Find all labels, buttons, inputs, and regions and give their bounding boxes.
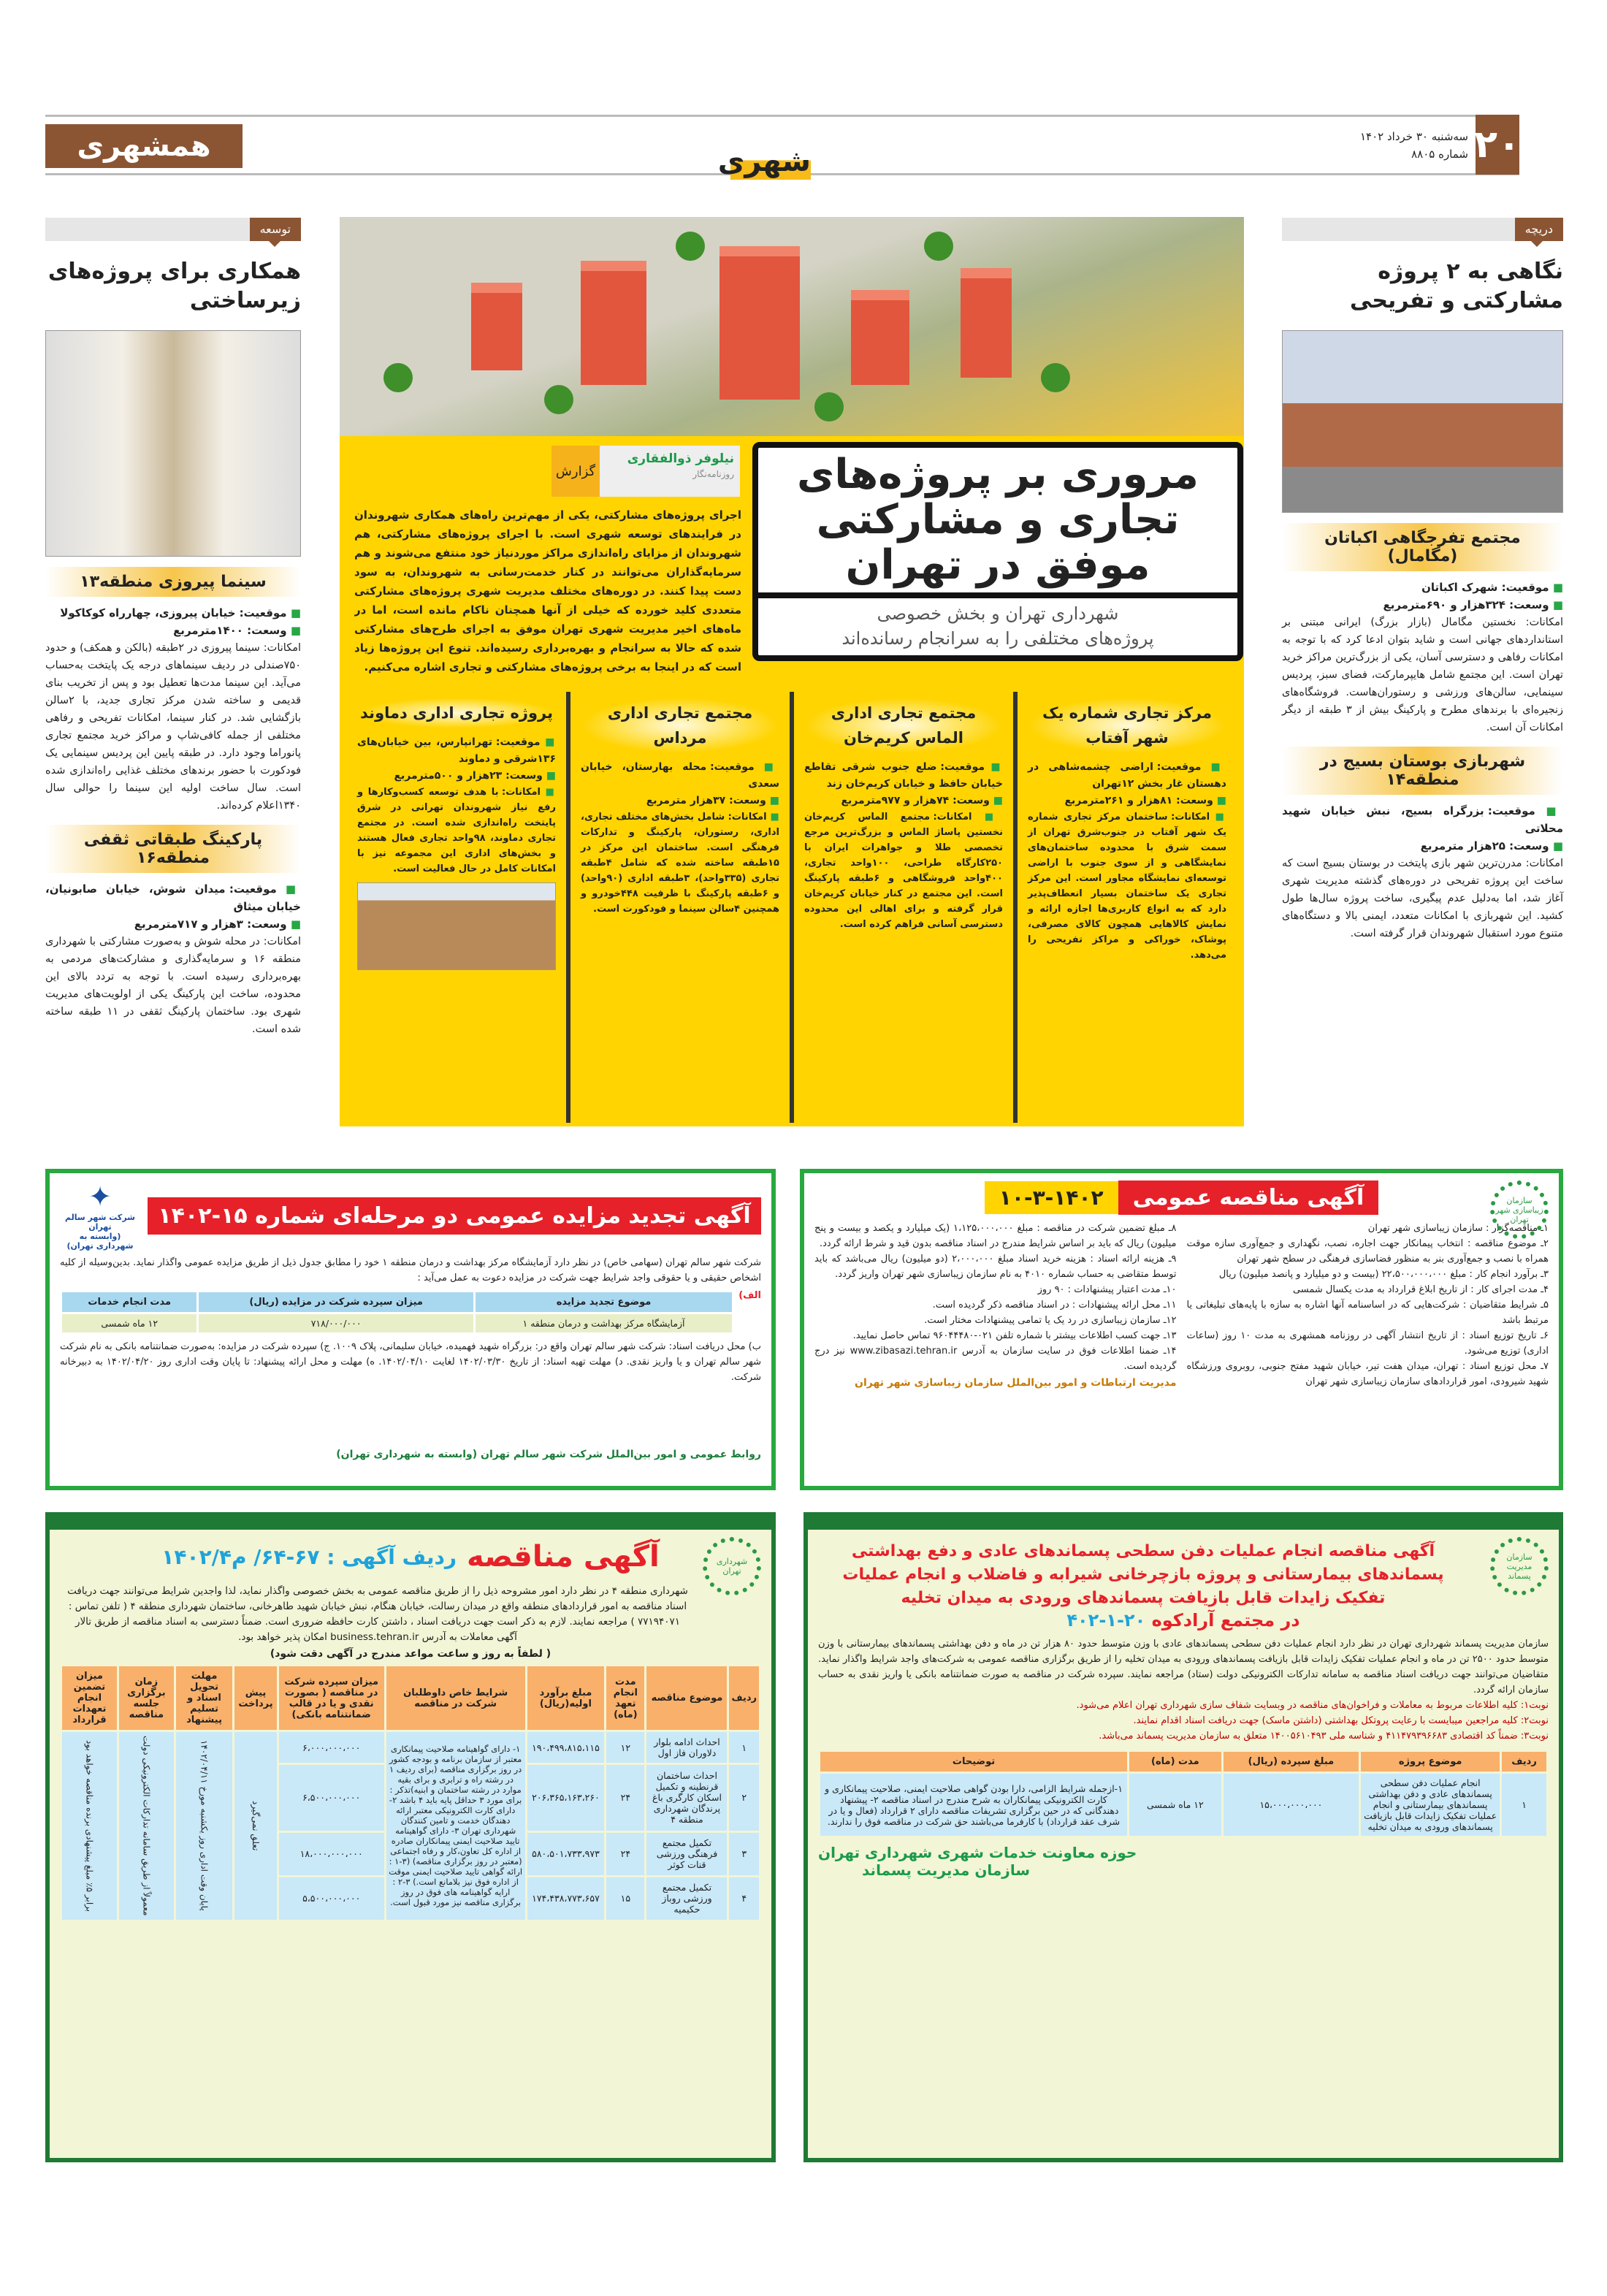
company-logo bbox=[60, 1181, 140, 1251]
ad-item: ۸ـ مبلغ تضمین شرکت در مناقصه : مبلغ ۱،۱۲۵،۰۰۰،۰۰۰ (یک میلیارد و یکصد و بیست و پنج میلیون) ریال که باید بر اساس شرایط مندرج در اسناد مناقصه بدون قید و شرط ارائه گردد. bbox=[814, 1223, 1177, 1249]
area: ■ وسعت: ۲۳هزار و ۵۰۰مترمربع bbox=[357, 768, 556, 785]
report-tag: گزارش bbox=[551, 446, 600, 497]
features: ■ امکانات: مجتمع الماس کریم‌خان نخستین پاساژ الماس و بزرگ‌ترین مرجع تخصصی طلا و جواهرات ایران با ۲۵۰کارگاه طراحی، ۱۰۰واحد تجاری، ۴۰۰واحد فروشگاهی و ۶طبقه پارکینگ است. این مجتمع در کنار خیابان کریم‌خان قرار گرفته و برای اهالی این محدوده دسترسی آسانی فراهم کرده است. bbox=[804, 809, 1003, 932]
cell: ۴ bbox=[729, 1877, 759, 1920]
cell: ۳ bbox=[729, 1833, 759, 1875]
col-header: توضیحات bbox=[820, 1752, 1127, 1771]
cell: برابر ۵٪ مبلغ پیشنهادی برنده مناقصه خواهد بود bbox=[62, 1732, 117, 1920]
ad-item: ۱۱ـ محل ارائه پیشنهادات : در اسناد مناقصه ذکر گردیده است. bbox=[932, 1300, 1177, 1311]
tender-table bbox=[60, 1664, 761, 1922]
projects-columns bbox=[340, 692, 1244, 1123]
col-header: موضوع پروژه bbox=[1361, 1752, 1500, 1771]
ad-item: ۵ـ شرایط متقاضیان : شرکت‌هایی که در اساسنامه آنها اشاره به سازه با پایه‌های تبلیغاتی یا مرتبط باشد bbox=[1186, 1300, 1549, 1326]
ad-title-end: در مجتمع آرادکوه bbox=[1151, 1610, 1300, 1631]
cell: ۲۴ bbox=[606, 1765, 644, 1831]
location: ■ موقعیت: اراضی چشمه‌شاهی در دهستان غار بخش ۱۲تهران bbox=[1028, 759, 1226, 793]
project-heading: پروژه تجاری اداری دماوند bbox=[357, 698, 556, 728]
ad-items-left bbox=[814, 1221, 1177, 1389]
project-column bbox=[1013, 692, 1237, 1123]
cell: ۶،۵۰۰،۰۰۰،۰۰۰ bbox=[279, 1765, 384, 1831]
tender-ad-district4 bbox=[45, 1512, 776, 2162]
subheading: سینما پیروزی منطقه۱۳ bbox=[45, 567, 301, 597]
cell: ۲ bbox=[729, 1765, 759, 1831]
ad-item: ۱ـ مناقصه‌گزار : سازمان زیباسازی شهر تهران bbox=[1367, 1223, 1549, 1234]
ad-title: آگهی مناقصه bbox=[466, 1540, 660, 1574]
cell: احداث ساختمان قرنطینه و تکمیل اسکان کارگری باغ پرندگان شهرداری منطقه ۴ bbox=[646, 1765, 727, 1831]
cell: انجام عملیات دفن سطحی پسماندهای عادی و دفن بهداشتی پسماندهای بیمارستانی و انجام عملیات تفکیک زایدات قابل بازیافت پسماندهای ورودی به میدان تخلیه bbox=[1361, 1774, 1500, 1836]
ad-item: ۶ـ تاریخ توزیع اسناد : از تاریخ انتشار آگهی در روزنامه همشهری به مدت ۱۰ روز (ساعات اداری) توزیع می‌شود. bbox=[1186, 1330, 1549, 1357]
cell: ۷۱۸/۰۰۰/۰۰۰ bbox=[199, 1314, 473, 1332]
issue-number: شماره ۸۸۰۵ bbox=[1411, 148, 1468, 161]
cell: ۱ bbox=[1502, 1774, 1546, 1836]
project-heading: مرکز تجاری شماره یک شهر آفتاب bbox=[1028, 698, 1226, 753]
cell: پایان وقت اداری روز یکشنبه مورخ ۱۴۰۲/۰۴/۱۱ bbox=[176, 1732, 233, 1920]
col-header: موضوع مناقصه bbox=[646, 1666, 727, 1730]
cell: ۱۲ ماه شمسی bbox=[1129, 1774, 1221, 1836]
features: امکانات: سینما پیروزی در ۲طبقه (بالکن و همکف) و حدود ۷۵۰صندلی در ردیف سینماهای درجه یک پایتخت به‌حساب می‌آید. این سینما مدت‌ها تعطیل بود و پس از تخریب بنای قدیمی و ساخته شدن مرکز تجاری جدید، با ۲سالن بازگشایی شد. در کنار سینما، امکانات تفریحی و رفاهی مختلفی از جمله کافی‌شاپ و مراکز خرید مجتمع تجاری پانوراما وجود دارد. در طبقه پایین این پردیس سینمایی یک فودکورت با حضور برندهای مختلف غذایی راه‌اندازی شده است. سال ساخت اولیه این سینما را حوالی سال ۱۳۴۰اعلام کرده‌اند. bbox=[45, 642, 301, 812]
features: امکانات: مدرن‌ترین شهر بازی پایتخت در بوستان بسیج است که ساخت این پروژه تفریحی در دوره‌های گذشته مدیریت شهری آغاز شد، اما به‌دلیل عدم پیگیری، ساخت پروژه سال‌ها طول کشید. این شهربازی با امکانات متعدد، ایمنی بالا و دستگاه‌های متنوع مورد استقبال شهروندان قرار گرفته است. bbox=[1282, 858, 1563, 939]
area: ■ وسعت: ۷۴هزار و ۹۷۷مترمربع bbox=[804, 793, 1003, 809]
kicker bbox=[45, 218, 301, 241]
waste-table bbox=[818, 1750, 1549, 1838]
kicker-label: توسعه bbox=[250, 218, 301, 241]
location: ■ موقعیت: بزرگراه بسیج، نبش خیابان شهید محلاتی bbox=[1282, 802, 1563, 837]
ad-title: آگهی مناقصه انجام عملیات دفن سطحی پسماندهای عادی و دفع بهداشتی پسماندهای بیمارستانی و پروژه بازچرخانی شیرابه و فاضلاب و انجام عملیات تفکیک زایدات قابل بازیافت پسماندهای ورودی به میدان تخلیه bbox=[842, 1542, 1444, 1607]
logo-icon: ✦ bbox=[88, 1181, 112, 1213]
subheading: شهربازی بوستان بسیج در منطقه۱۴ bbox=[1282, 747, 1563, 795]
ad-intro: شرکت شهر سالم تهران (سهامی خاص) در نظر دارد آزمایشگاه مرکز بهداشت و درمان منطقه ۱ خود را مطابق جدول ذیل از طریق مزایده عمومی واگذار نماید. بدین‌وسیله از کلیه اشخاص حقیقی و یا حقوقی واجد شرایط جهت شرکت در مزایده دعوت به عمل می‌آید : bbox=[60, 1257, 761, 1284]
subtitle-1: شهرداری تهران و بخش خصوصی bbox=[877, 603, 1119, 624]
auction-table bbox=[60, 1290, 734, 1335]
area: ■ وسعت: ۲۵هزار مترمربع bbox=[1282, 837, 1563, 855]
ad-title: آگهی مناقصه عمومی bbox=[1118, 1181, 1379, 1215]
location: ■ موقعیت: خیابان پیروزی، چهارراه کوکاکولا bbox=[45, 604, 301, 622]
cell: ۱ bbox=[729, 1732, 759, 1763]
location: ■ موقعیت: ضلع جنوب شرقی تقاطع خیابان حافظ و خیابان کریم‌خان زند bbox=[804, 759, 1003, 793]
ad-note: نوبت۳: ضمناً کد اقتصادی ۴۱۱۴۷۹۳۹۶۶۸۳ و شناسه ملی ۱۴۰۰۵۶۱۰۴۹۳ متعلق به سازمان مدیریت پسماند می‌باشد. bbox=[1099, 1731, 1549, 1742]
cell: ۱۷۴،۴۳۸،۷۷۳،۶۵۷ bbox=[527, 1877, 605, 1920]
cell: معمولاً از طریق سامانه تدارکات الکترونیکی دولت bbox=[119, 1732, 174, 1920]
project-column bbox=[566, 692, 790, 1123]
area: ■ وسعت: ۸۱هزار و ۲۶۱مترمربع bbox=[1028, 793, 1226, 809]
col-header: مدت انجام تعهد (ماه) bbox=[606, 1666, 644, 1730]
newspaper-logo: همشهری bbox=[45, 124, 243, 168]
ad-items-right bbox=[1187, 1221, 1549, 1389]
col-header: ردیف bbox=[729, 1666, 759, 1730]
tender-ad-zibasazi bbox=[800, 1169, 1563, 1490]
section-label: الف) bbox=[738, 1290, 761, 1301]
cell: ۱۵ bbox=[606, 1877, 644, 1920]
author-name: نیلوفر ذوالفقاری bbox=[627, 451, 734, 466]
ad-item: ۳ـ برآورد انجام کار : مبلغ ۲۲،۵۰۰،۰۰۰،۰۰۰ (بیست و دو میلیارد و پانصد میلیون) ریال bbox=[1218, 1269, 1549, 1280]
col-header: مدت انجام خدمات bbox=[62, 1292, 196, 1312]
cell: ۵،۵۰۰،۰۰۰،۰۰۰ bbox=[279, 1877, 384, 1920]
org-sub: (وابسته به شهرداری تهران) bbox=[66, 1232, 134, 1251]
subheading: مجتمع تفرجگاهی اکباتان (مگامال) bbox=[1282, 523, 1563, 571]
cell: ۱۵،۰۰۰،۰۰۰،۰۰۰ bbox=[1224, 1774, 1359, 1836]
ad-item: ۷ـ محل توزیع اسناد : تهران، میدان هفت تیر، خیابان شهید مفتح جنوبی، روبروی ورزشگاه شهید شیرودی، امور قراردادهای سازمان زیباسازی شهر تهران bbox=[1186, 1361, 1549, 1387]
col-header: میزان سپرده شرکت در مزایده (ریال) bbox=[199, 1292, 473, 1312]
area: ■ وسعت: ۱۴۰۰مترمربع bbox=[45, 622, 301, 639]
cinema-photo bbox=[45, 330, 301, 557]
cell: ۲۰۶،۳۶۵،۱۶۳،۲۶۰ bbox=[527, 1765, 605, 1831]
ad-footer: حوزه معاونت خدمات شهری شهرداری تهران bbox=[818, 1844, 1137, 1861]
issue-info bbox=[1359, 128, 1468, 163]
mall-photo bbox=[1282, 330, 1563, 513]
project-heading: مجتمع تجاری اداری مرداس bbox=[581, 698, 779, 753]
project-column bbox=[347, 692, 566, 1123]
ad-body: ب) محل دریافت اسناد: شرکت شهر سالم تهران واقع در: بزرگراه شهید فهمیده، خیابان سلیمانی، پلاک ۱۰۰۹. ج) سپرده شرکت در مزایده: به‌صورت ضمانتنامه بانکی به نام شرکت شهر سالم تهران و یا واریز نقدی. د) مهلت تهیه اسناد: از تاریخ ۱۴۰۲/۰۳/۳۰ لغایت ۱۴۰۲/۰۴/۱۰. ه) مهلت و محل ارائه پیشنهاد: تا پایان وقت اداری روز ۱۴۰۲/۰۴/۲۰ به دبیرخانه شرکت. bbox=[60, 1341, 761, 1383]
ad-number: ردیف آگهی : ۶۷-۶۴/ م۱۴۰۲/۴ bbox=[161, 1544, 457, 1569]
ad-item: ۴ـ مدت اجرای کار : از تاریخ ابلاغ قرارداد به مدت یکسال شمسی bbox=[1292, 1284, 1549, 1295]
area: ■ وسعت: ۳۷هزار مترمربع bbox=[581, 793, 779, 809]
features: امکانات: در محله شوش و به‌صورت مشارکتی با شهرداری منطقه ۱۶ و سرمایه‌گذاری و مشارکت‌های مردمی به بهره‌برداری رسیده است. با توجه به تردد بالای این محدوده، ساخت این پارکینگ یکی از اولویت‌های مدیریت شهری بود. ساختمان پارکینگ ثقفی در ۱۱ طبقه ساخته شده است. bbox=[45, 936, 301, 1035]
building-photo bbox=[357, 882, 556, 970]
intro-text: اجرای پروژه‌های مشارکتی، یکی از مهم‌ترین راه‌های همکاری شهروندان در فرایندهای توسعه شهری است. با اجرای پروژه‌های مشارکتی، هم شهروندان از مزایای راه‌اندازی مراکز موردنیاز خود منتفع می‌شوند و هم سرمایه‌گذاران می‌توانند در کنار خدمت‌رسانی به شهروندان، به سود دست پیدا کنند. در دوره‌های مختلف مدیریت شهری پروژه‌های مشارکتی متعددی کلید خورده که خیلی از آنها همچنان ناکام مانده است، اما در ماه‌های اخیر مدیریت شهری تهران موفق به اجرای طرح‌های مشارکتی شده که حالا به سرانجام و بهره‌برداری رسیده‌اند. تنوع این پروژه‌ها زیاد است که در اینجا به برخی پروژه‌های مشارکتی و تجاری اشاره می‌کنیم. bbox=[354, 508, 741, 674]
ad-title: آگهی تجدید مزایده عمومی دو مرحله‌ای شماره ۱۵-۱۴۰۲ bbox=[148, 1197, 761, 1235]
ad-item: ۲ـ موضوع مناقصه : انتخاب پیمانکار جهت اجاره، نصب، نگهداری و جمع‌آوری سازه موقت همراه با نصب و جمع‌آوری بنر به منظور فضاسازی فرهنگی در سطح شهر تهران bbox=[1186, 1238, 1549, 1265]
cell: تعلق نمی‌گیرد bbox=[234, 1732, 276, 1920]
features: ■ امکانات: شامل بخش‌های مختلف تجاری، اداری، رستوران، پارکینگ و تدارکات فرهنگی است. ساختمان این مرکز در ۱۵طبقه ساخته شده که شامل ۴طبقه تجاری (۳۳۵واحد)، ۳طبقه اداری (۹۰واحد) و ۶طبقه پارکینگ با ظرفیت ۴۴۸خودرو و همچنین ۴سالن سینما و فودکورت است. bbox=[581, 809, 779, 917]
waste-org-emblem: سازمان مدیریت پسماند bbox=[1490, 1537, 1549, 1595]
ad-number: ۱۰-۳-۱۴۰۲ bbox=[985, 1181, 1118, 1214]
byline bbox=[551, 446, 740, 497]
ad-item: ۹ـ هزینه ارائه اسناد : هزینه خرید اسناد مبلغ ۲،۰۰۰،۰۰۰ (دو میلیون) ریال می‌باشد که باید توسط متقاضی به حساب شماره ۴۰۱۰ به نام سازمان زیباسازی شهر تهران واریز گردد. bbox=[814, 1254, 1177, 1280]
location: ■ موقعیت: تهرانپارس، بین خیابان‌های ۱۳۶شرقی و دماوند bbox=[357, 734, 556, 768]
ad-item: ۱۰ـ مدت اعتبار پیشنهادات : ۹۰ روز bbox=[1037, 1284, 1177, 1295]
features: ■ امکانات: با هدف توسعه کسب‌وکارها و رفع نیاز شهروندان تهرانی در شرق پایتخت راه‌اندازی شده است. در مجتمع تجاری دماوند، ۹۸واحد تجاری فعال هستند و بخش‌های اداری این مجموعه نیز با امکانات کامل در حال فعالیت است. bbox=[357, 785, 556, 877]
cell: تکمیل مجتمع فرهنگی ورزشی قنات کوثر bbox=[646, 1833, 727, 1875]
cell: ۱۲ bbox=[606, 1732, 644, 1763]
cell: ۱-ازجمله شرایط الزامی، دارا بودن گواهی صلاحیت ایمنی، صلاحیت پیمانکاری و کارت الکترونیکی پیمانکاران به شرح مندرج در اسناد مناقصه ۲- پیشنهاد دهندگانی که در حین برگزاری تشریفات مناقصه دارای ۲ قرارداد (فعال و یا در شرف عقد قرارداد) با کارفرما می‌باشند حق شرکت در مناقصه فوق را ندارند. bbox=[820, 1774, 1127, 1836]
kicker-label: دریچه bbox=[1515, 218, 1563, 241]
location: ■ موقعیت: محله بهارستان، خیابان سعدی bbox=[581, 759, 779, 793]
cell: ۵۸۰،۵۰۱،۷۳۳،۹۷۳ bbox=[527, 1833, 605, 1875]
area: ■ وسعت: ۳هزار و ۷۱۷مترمربع bbox=[45, 915, 301, 933]
location: ■ موقعیت: شهرک اکباتان bbox=[1282, 579, 1563, 596]
ad-item: ۱۲ـ سازمان زیباسازی در رد یک یا تمامی پیشنهادات مختار است. bbox=[924, 1315, 1177, 1326]
tender-ad-waste bbox=[804, 1512, 1563, 2162]
col-header: مدت (ماه) bbox=[1129, 1752, 1221, 1771]
main-feature bbox=[340, 217, 1244, 1126]
auction-ad bbox=[45, 1169, 776, 1490]
ad-note: نوبت۱: کلیه اطلاعات مربوط به معاملات و فراخوان‌های مناقصه در وبسایت شفاف سازی شهرداری تهران اعلام می‌شود. bbox=[1076, 1700, 1549, 1711]
col-header: مبلغ سپرده (ریال) bbox=[1224, 1752, 1359, 1771]
ad-footer: سازمان مدیریت پسماند bbox=[862, 1861, 1030, 1879]
headline: مروری بر پروژه‌های تجاری و مشارکتی موفق در تهران bbox=[758, 448, 1237, 598]
headline-box bbox=[752, 442, 1243, 661]
col-header: میزان سپرده شرکت در مناقصه ( بصورت نقدی و یا در قالب ضمانتنامه بانکی) bbox=[279, 1666, 384, 1730]
right-column bbox=[1282, 218, 1563, 942]
ad-footer: مدیریت ارتباطات و امور بین‌الملل سازمان زیباسازی شهر تهران bbox=[855, 1377, 1177, 1389]
subtitle-2: پروژه‌های مختلفی را به سرانجام رسانده‌اند bbox=[841, 628, 1154, 649]
header-rule bbox=[45, 115, 1519, 117]
ad-intro: شهرداری منطقه ۴ در نظر دارد امور مشروحه ذیل را از طریق مناقصه عمومی به بخش خصوصی واگذار نماید، لذا واجدین شرایط می‌توانند جهت دریافت اسناد مناقصه به امور قراردادهای منطقه واقع در میدان رسالت، خیابان هنگام، نبش خیابان شهید طاهرخانی، ساختمان شهرداری منطقه ۴ ( تلفن تماس : ۷۷۱۹۴۰۷۱ ) مراجعه نمایند. لازم به ذکر است جهت دریافت اسناد ، داشتن کارت حافظه ضروری است. ضمناً دسترسی به اسناد مناقصه از طریق تالار آگهی معاملات به آدرس business.tehran.ir امکان پذیر خواهد بود. bbox=[67, 1585, 688, 1643]
cell: ۶،۰۰۰،۰۰۰،۰۰۰ bbox=[279, 1732, 384, 1763]
cell: آزمایشگاه مرکز بهداشت و درمان منطقه ۱ bbox=[476, 1314, 732, 1332]
subheading: پارکینگ طبقاتی ثقفی منطقه۱۶ bbox=[45, 825, 301, 873]
city-model-illustration bbox=[340, 217, 1244, 436]
col-header: میزان تضمین انجام تعهدات قرارداد bbox=[62, 1666, 117, 1730]
page-number: ۲۰ bbox=[1476, 115, 1519, 175]
section-title: شهری bbox=[717, 145, 811, 178]
zibasazi-emblem: سازمان زیباسازی شهر تهران bbox=[1490, 1181, 1549, 1239]
col-header: مهلت تحویل اسناد و تسلیم پیشنهاد bbox=[176, 1666, 233, 1730]
table-row bbox=[62, 1732, 759, 1763]
cell: ۱۸،۰۰۰،۰۰۰،۰۰۰ bbox=[279, 1833, 384, 1875]
col-header: پیش پرداخت bbox=[234, 1666, 276, 1730]
col-header: ردیف bbox=[1502, 1752, 1546, 1771]
cell: تکمیل مجتمع ورزشی روباز حکیمیه bbox=[646, 1877, 727, 1920]
org-name: شرکت شهر سالم تهران bbox=[65, 1213, 135, 1232]
cell: ۱۹۰،۴۹۹،۸۱۵،۱۱۵ bbox=[527, 1732, 605, 1763]
ad-note: نوبت۲: کلیه مراجعین میبایست با رعایت پروتکل بهداشتی (داشتن ماسک) جهت دریافت اسناد اقدام نمایند. bbox=[1133, 1715, 1549, 1726]
area: ■ وسعت: ۳۲۴هزار و ۶۹۰مترمربع bbox=[1282, 596, 1563, 614]
cell: ۱۲ ماه شمسی bbox=[62, 1314, 196, 1332]
ad-item: ۱۳ـ جهت کسب اطلاعات بیشتر با شماره تلفن ۰۲۱-۹۶۰۴۴۴۸۰ تماس حاصل نمایید. bbox=[852, 1330, 1177, 1341]
col-header: شرایط خاص داوطلبان شرکت در مناقصه bbox=[386, 1666, 525, 1730]
tehran-municipality-emblem: شهرداری تهران bbox=[703, 1537, 761, 1595]
features: امکانات: نخستین مگامال (بازار بزرگ) ایرانی مبتنی بر استانداردهای جهانی است و شاید بتوان ادعا کرد که با توجه به امکانات رفاهی و دسترسی آسان، یکی از بزرگ‌ترین مراکز خرید تهران است. این مجتمع شامل هایپرمارکت، فضای سبز، پردیس سینمایی، سالن‌های ورزشی و رستوران‌هاست. فروشگاه‌های زنجیره‌ای با برندهای مطرح و پارکینگ بیش از ۳ طبقه از دیگر امکانات آن است. bbox=[1282, 617, 1564, 733]
ad-body: سازمان مدیریت پسماند شهرداری تهران در نظر دارد انجام عملیات دفن سطحی پسماندهای عادی با وزن متوسط حدود ۸۰ هزار تن در ماه و دفن بهداشتی پسماندهای بیمارستانی با وزن متوسط حدود ۲۵۰۰ تن در ماه و انجام عملیات تفکیک زایدات قابل بازیافت پسماندهای ورودی به میدان تخلیه را از طریق برگزاری مناقصه عمومی به شرکت‌های واجد شرایط واگذار نماید. متقاضیان می‌توانند جهت دریافت اسناد مناقصه به سامانه تدارکات الکترونیکی دولت (ستاد) مراجعه نمایند. سپرده شرکت در مناقصه به صورت ضمانتنامه بانکی یا واریز نقدی به حساب سازمان ارائه گردد. bbox=[818, 1639, 1549, 1696]
left-column bbox=[45, 218, 301, 1038]
col-header: موضوع تجدید مزایده bbox=[476, 1292, 732, 1312]
cell: ۱- دارای گواهینامه صلاحیت پیمانکاری معتبر از سازمان برنامه و بودجه کشور در روز برگزاری مناقصه (برای ردیف ۱ در رشته راه و ترابری و برای بقیه موارد در رشته ساختمان و ابنیه)تذکر : برای مورد ۳ حداقل پایه باید ۴ باشد ۲- دارای کارت الکترونیکی معتبر ارائه دهندگان خدمت و تامین کنندگان شهرداری تهران ۳- دارای گواهینامه تایید صلاحیت ایمنی پیمانکاران صادره از اداره کل تعاون،کار و رفاه اجتماعی (معتبر در روز برگزاری مناقصه) (۳-۱ : ارائه گواهی تایید صلاحیت ایمنی موقت از اداره فوق نیز بلامانع است.) ۳-۲ : ارایه گواهینامه های فوق در روز برگزاری مناقصه نیز مورد قبول است. bbox=[386, 1732, 525, 1920]
column-title: نگاهی به ۲ پروژه مشارکتی و تفریحی bbox=[1350, 259, 1563, 313]
column-title: همکاری برای پروژه‌های زیرساختی bbox=[47, 259, 301, 313]
col-header: مبلغ برآورد اولیه(ریال) bbox=[527, 1666, 605, 1730]
ad-number: ۲۰-۱-۴۰۲ bbox=[1066, 1610, 1146, 1631]
location: ■ موقعیت: میدان شوش، خیابان صابونیان، خیابان میثاق bbox=[45, 880, 301, 915]
issue-date: سه‌شنبه ۳۰ خرداد ۱۴۰۲ bbox=[1359, 130, 1468, 143]
project-heading: مجتمع تجاری اداری الماس کریم‌خان bbox=[804, 698, 1003, 753]
ad-footer: روابط عمومی و امور بین‌الملل شرکت شهر سالم تهران (وابسته به شهرداری تهران) bbox=[336, 1449, 761, 1460]
author-role: روزنامه‌نگار bbox=[692, 469, 734, 479]
project-column bbox=[790, 692, 1013, 1123]
cell: ۲۴ bbox=[606, 1833, 644, 1875]
cell: احداث ادامه بلوار دلاوران فاز اول bbox=[646, 1732, 727, 1763]
kicker bbox=[1282, 218, 1563, 241]
col-header: زمان برگزاری جلسه مناقصه bbox=[119, 1666, 174, 1730]
ad-note: ( لطفاً به روز و ساعت مواعد مندرج در آگهی دقت شود) bbox=[270, 1648, 551, 1660]
ad-item: ۱۴ـ ضمنا اطلاعات فوق در سایت سازمان به آدرس www.zibasazi.tehran.ir نیز درج گردیده است. bbox=[814, 1346, 1177, 1372]
features: ■ امکانات: ساختمان مرکز تجاری شماره یک شهر آفتاب در جنوب‌شرق تهران از سمت شرق با محدوده ساختمان‌های نمایشگاهی و از سوی جنوب با اراضی توسعه‌ای نمایشگاه مجاور است. این مرکز تجاری یک ساختمان بسیار انعطاف‌پذیر دارد که به انواع کاربری‌ها اجازه ارائه و نمایش کالاهایی همچون کالای مصرفی، پوشاک، خوراکی و مراکز تفریحی را می‌دهد. bbox=[1028, 809, 1226, 963]
